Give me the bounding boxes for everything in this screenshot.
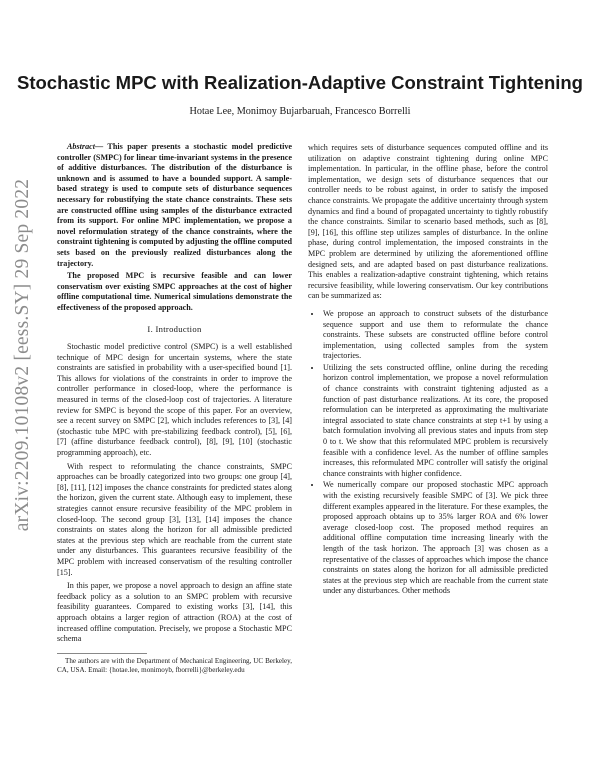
contributions-list [308, 309, 548, 597]
paper-title: Stochastic MPC with Realization-Adaptive Constraint Tightening [16, 72, 583, 93]
arxiv-identifier: arXiv:2209.10108v2 [eess.SY] 29 Sep 2022 [12, 178, 33, 532]
left-column [57, 142, 292, 675]
abstract [57, 142, 292, 269]
arxiv-sidebar [6, 120, 40, 590]
abstract-text: — This paper presents a stochastic model predictive controller (SMPC) for linear time-invariant systems in the presence of additive disturbances. The distribution of the disturbance is unknown and is assumed to have a bounded support. A sample-based strategy is used to compute sets of disturbance sequences necessary for robustifying the state chance constraints. These sets are constructed offline using samples of the disturbance extracted from its support. For online MPC implementation, we propose a novel reformulation strategy of the chance constraints, where the constraint tightening is computed by adjusting the offline computed sets based on the previously realized disturbances along the trajectory. [57, 142, 292, 268]
list-item: • Utilizing the sets constructed offline, online during the receding horizon control implementation, we propose a novel reformulation of chance constraints with constraint tightening adjusted as a function of past disturbance realizations. At its core, the proposed reformulation can be interpreted as approximating the multivariate integral associated to state chance constraints at step t+1 by using a batch formulation involving all previous states and inputs from step 0 to t. We show that this reformulated MPC problem is recursively feasible with a confidence level. As the number of offline samples increases, this reformulated MPC controller will satisfy the original chance constraints with higher confidence. [322, 363, 548, 480]
intro-continuation: which requires sets of disturbance sequences computed offline and its utilization on adaptive constraint tightening during online MPC implementation. In particular, in the offline phase, before the control implementation, we design sets of disturbance sequences that our controller needs to be robust against, in order to satisfy the imposed chance constraints. We propagate the additive uncertainty through system dynamics and find a bound of propagated uncertainty to tightly robustify the chance constraints. Similar to scenario based methods, such as [8], [9], [16], this offline step utilizes samples of disturbance. In the online phase, during control implementation, the imposed constraints in the MPC problem are determined by utilizing the aforementioned offline designed sets, and are adapted based on past disturbance realizations. This enables a realization-adaptive constraint tightening, which retains recursive feasibility, while lowering conservatism. Our key contributions can be summarized as: [308, 143, 548, 301]
section-heading: I. Introduction [147, 323, 202, 334]
abstract-paragraph-2: The proposed MPC is recursive feasible and can lower conservatism over existing SMPC approaches at the cost of higher offline computational time. Numerical simulations demonstrate the effectiveness of the proposed approach. [57, 271, 292, 312]
list-item: • We propose an approach to construct subsets of the disturbance sequence support and use them to reformulate the chance constraints. These subsets are constructed offline before control implementation, using collected samples from the system trajectories. [322, 309, 548, 362]
abstract-lead: Abstract [67, 142, 95, 151]
paper-authors: Hotae Lee, Monimoy Bujarbaruah, Francesco Borrelli [189, 106, 411, 117]
right-column [308, 143, 548, 598]
intro-paragraph: Stochastic model predictive control (SMPC) is a well established technique of MPC design for uncertain systems, where the state constraints are satisfied in probability with a user-specified bound [1]. This allows for violations of the constraints in order to improve the controller performance in closed-loop, where the performance is measured in terms of the closed-loop cost of trajectories. A literature review for SMPC is beyond the scope of this paper. For an overview, see a recent survey on SMPC [2], which includes references to [3], [4] (stochastic tube MPC with pre-stabilizing feedback control), [5], [6], [7] (affine disturbance feedback control), [8], [9], [10] (stochastic programming approach), etc. [57, 342, 292, 458]
intro-paragraph: In this paper, we propose a novel approach to design an affine state feedback policy as a solution to an SMPC problem with recursive feasibility guarantees. Compared to existing works [3], [14], this approach obtains a larger region of attraction (ROA) at the cost of increased offline computation. Precisely, we propose a Stochastic MPC schema [57, 581, 292, 644]
intro-paragraph: With respect to reformulating the chance constraints, SMPC approaches can be broadly categorized into two groups: one group [4], [8], [11], [12] imposes the chance constraints for predicted states along the horizon, given the current state. Although easy to implement, these strategies cannot ensure recursive feasibility of the MPC problem in closed-loop. The second group [3], [13], [14] imposes the chance constraints on states along the horizon for all admissible predicted states at the previous step which are reachable from the current state under any disturbances. This guarantees recursive feasibility of the MPC problem with increased conservatism of the resulting controller [15]. [57, 461, 292, 577]
list-item: • We numerically compare our proposed stochastic MPC approach with the existing recursively feasible SMPC of [3]. We pick three different examples appeared in the literature. For these examples, the proposed approach obtains up to 35% larger ROA and 6% lower average closed-loop cost. The proposed method requires an additional offline computation time increasing linearly with the length of the task horizon. The approach [3] was chosen as a representative of the classes of approaches which impose the chance constraints on states along the horizon for all admissible predicted states at the previous step which are reachable from the current state under any disturbances. Other methods [322, 480, 548, 597]
footnote: The authors are with the Department of Mechanical Engineering, UC Berkeley, CA, USA. Email: {hotae.lee, monimoyb, fborrelli}@berkeley.edu [57, 656, 292, 674]
footnote-divider [57, 653, 147, 654]
